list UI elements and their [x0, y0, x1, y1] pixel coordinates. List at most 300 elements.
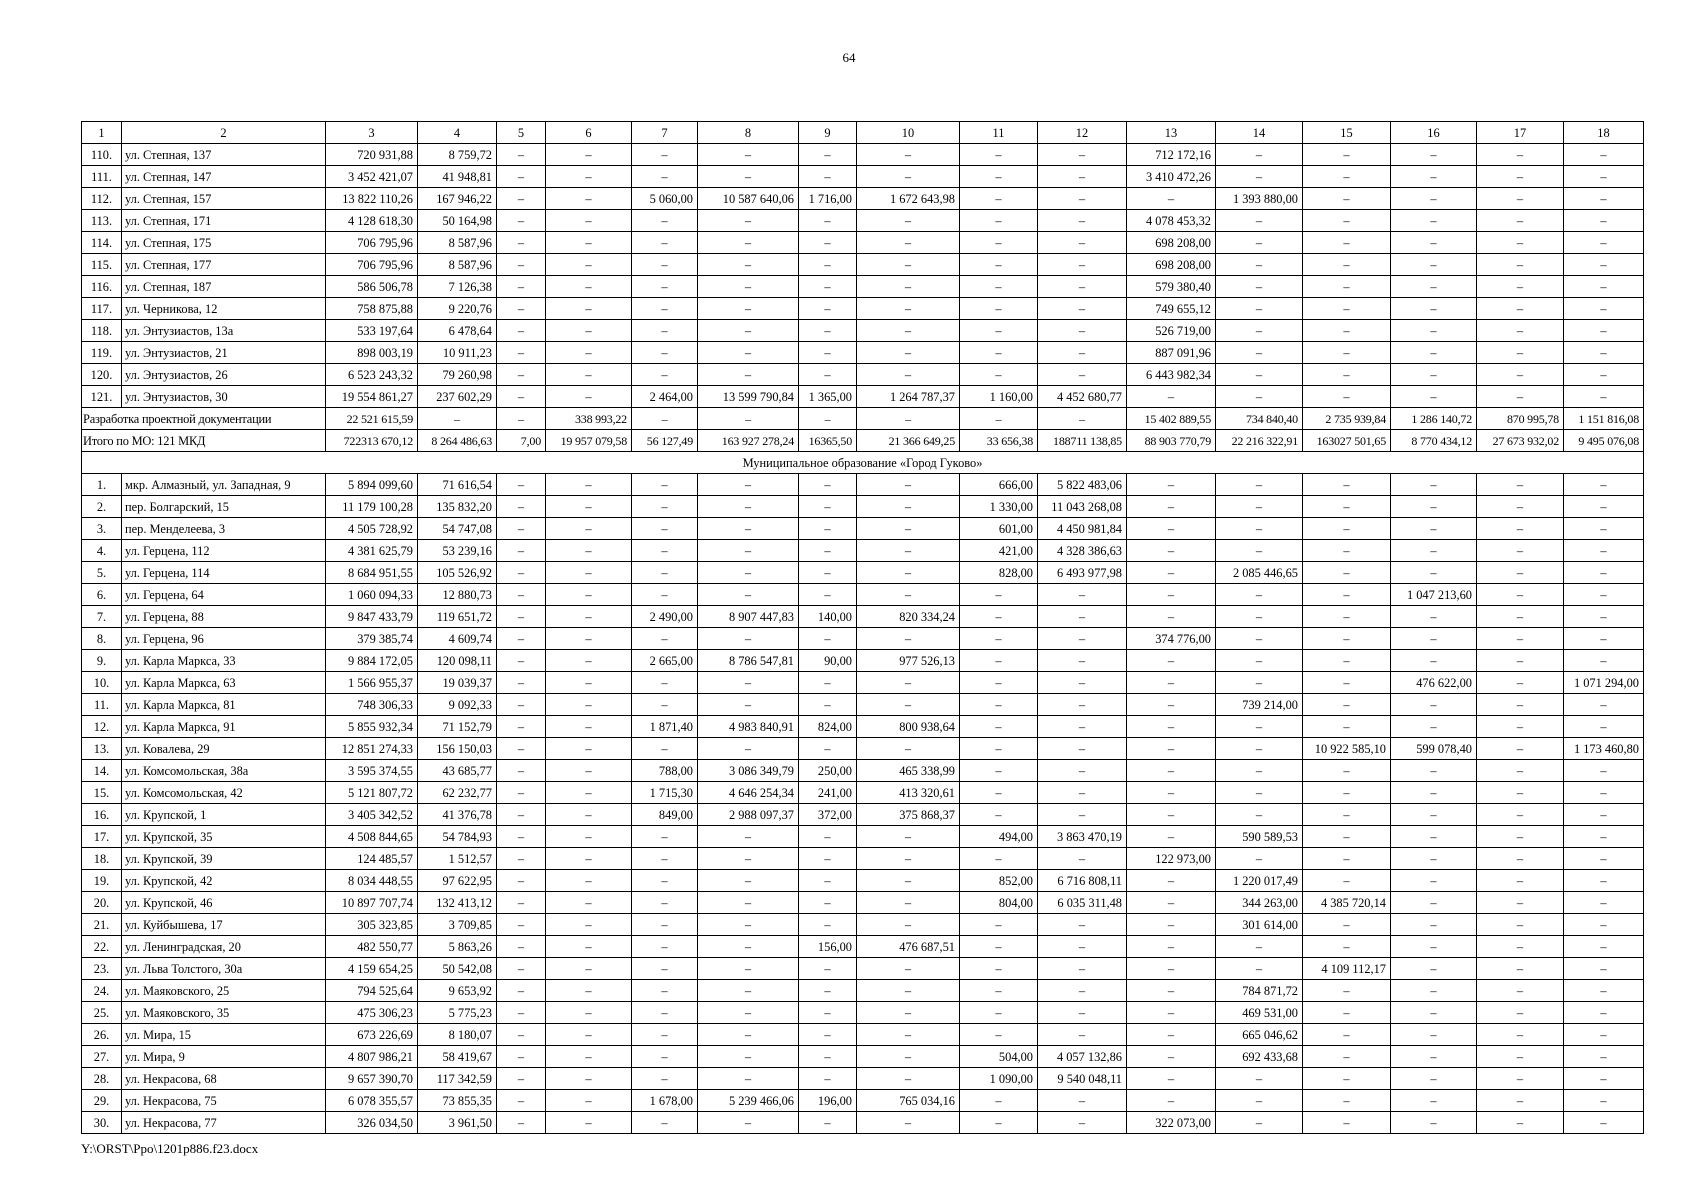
value-cell: –: [857, 826, 960, 848]
summary-value: 734 840,40: [1216, 408, 1303, 430]
value-cell: –: [497, 496, 546, 518]
value-cell: 887 091,96: [1127, 342, 1216, 364]
value-cell: –: [546, 694, 632, 716]
footer-file-path: Y:\ORST\Ppo\1201p886.f23.docx: [81, 1141, 259, 1156]
value-cell: –: [1216, 804, 1303, 826]
value-cell: –: [632, 892, 698, 914]
value-cell: 6 523 243,32: [326, 364, 418, 386]
summary-value: –: [799, 408, 857, 430]
value-cell: –: [546, 804, 632, 826]
value-cell: 19 554 861,27: [326, 386, 418, 408]
value-cell: –: [960, 232, 1038, 254]
value-cell: 413 320,61: [857, 782, 960, 804]
value-cell: 3 086 349,79: [698, 760, 799, 782]
value-cell: –: [1391, 496, 1477, 518]
value-cell: –: [1216, 760, 1303, 782]
value-cell: –: [960, 606, 1038, 628]
value-cell: –: [1391, 276, 1477, 298]
table-row: [82, 166, 1644, 188]
value-cell: –: [1216, 650, 1303, 672]
address-cell: ул. Карла Маркса, 33: [122, 650, 326, 672]
value-cell: 828,00: [960, 562, 1038, 584]
value-cell: –: [1216, 782, 1303, 804]
value-cell: –: [698, 210, 799, 232]
value-cell: 526 719,00: [1127, 320, 1216, 342]
value-cell: –: [632, 540, 698, 562]
value-cell: 4 381 625,79: [326, 540, 418, 562]
value-cell: –: [698, 540, 799, 562]
value-cell: –: [497, 276, 546, 298]
value-cell: 1 264 787,37: [857, 386, 960, 408]
value-cell: –: [1303, 782, 1391, 804]
value-cell: 579 380,40: [1127, 276, 1216, 298]
value-cell: –: [960, 738, 1038, 760]
value-cell: 800 938,64: [857, 716, 960, 738]
value-cell: –: [1303, 628, 1391, 650]
address-cell: ул. Некрасова, 75: [122, 1090, 326, 1112]
value-cell: –: [1564, 650, 1644, 672]
table-row: [82, 914, 1644, 936]
value-cell: –: [1038, 1112, 1127, 1134]
value-cell: –: [698, 474, 799, 496]
row-number: 120.: [82, 364, 122, 386]
value-cell: –: [1477, 760, 1564, 782]
value-cell: 3 863 470,19: [1038, 826, 1127, 848]
value-cell: 375 868,37: [857, 804, 960, 826]
table-row: [82, 738, 1644, 760]
value-cell: –: [857, 166, 960, 188]
value-cell: –: [1391, 144, 1477, 166]
column-header: 15: [1303, 122, 1391, 144]
value-cell: –: [1477, 848, 1564, 870]
value-cell: 50 164,98: [418, 210, 497, 232]
value-cell: –: [799, 144, 857, 166]
value-cell: –: [546, 232, 632, 254]
value-cell: –: [546, 342, 632, 364]
value-cell: –: [1303, 166, 1391, 188]
address-cell: ул. Мира, 9: [122, 1046, 326, 1068]
table-row: [82, 1112, 1644, 1134]
value-cell: 140,00: [799, 606, 857, 628]
value-cell: –: [960, 364, 1038, 386]
value-cell: –: [1038, 1024, 1127, 1046]
value-cell: 53 239,16: [418, 540, 497, 562]
value-cell: –: [1564, 870, 1644, 892]
value-cell: –: [546, 914, 632, 936]
value-cell: –: [960, 716, 1038, 738]
value-cell: –: [799, 958, 857, 980]
value-cell: –: [1216, 254, 1303, 276]
value-cell: –: [1391, 210, 1477, 232]
value-cell: –: [1127, 936, 1216, 958]
value-cell: –: [1127, 760, 1216, 782]
value-cell: –: [1303, 650, 1391, 672]
table-row: [82, 958, 1644, 980]
value-cell: –: [1564, 1068, 1644, 1090]
value-cell: –: [546, 1002, 632, 1024]
value-cell: –: [1477, 606, 1564, 628]
value-cell: –: [1564, 716, 1644, 738]
row-number: 2.: [82, 496, 122, 518]
value-cell: 712 172,16: [1127, 144, 1216, 166]
value-cell: –: [960, 188, 1038, 210]
value-cell: 13 599 790,84: [698, 386, 799, 408]
value-cell: –: [1564, 980, 1644, 1002]
value-cell: –: [497, 342, 546, 364]
value-cell: 11 043 268,08: [1038, 496, 1127, 518]
value-cell: 4 807 986,21: [326, 1046, 418, 1068]
value-cell: 749 655,12: [1127, 298, 1216, 320]
table-row: [82, 628, 1644, 650]
value-cell: –: [1127, 782, 1216, 804]
value-cell: –: [1216, 320, 1303, 342]
row-number: 27.: [82, 1046, 122, 1068]
column-header: 16: [1391, 122, 1477, 144]
value-cell: –: [857, 342, 960, 364]
value-cell: –: [1127, 1024, 1216, 1046]
value-cell: –: [1216, 628, 1303, 650]
table-row: [82, 716, 1644, 738]
value-cell: –: [1564, 958, 1644, 980]
value-cell: 4 385 720,14: [1303, 892, 1391, 914]
value-cell: –: [1127, 562, 1216, 584]
value-cell: –: [857, 892, 960, 914]
value-cell: –: [1391, 804, 1477, 826]
value-cell: –: [497, 386, 546, 408]
value-cell: –: [1391, 254, 1477, 276]
value-cell: –: [799, 496, 857, 518]
value-cell: 586 506,78: [326, 276, 418, 298]
summary-value: 88 903 770,79: [1127, 430, 1216, 452]
value-cell: –: [632, 298, 698, 320]
value-cell: 1 716,00: [799, 188, 857, 210]
value-cell: –: [546, 826, 632, 848]
value-cell: –: [632, 1024, 698, 1046]
value-cell: –: [1477, 364, 1564, 386]
summary-value: –: [497, 408, 546, 430]
value-cell: –: [799, 276, 857, 298]
value-cell: –: [1038, 276, 1127, 298]
value-cell: –: [698, 496, 799, 518]
row-number: 3.: [82, 518, 122, 540]
summary-value: 33 656,38: [960, 430, 1038, 452]
value-cell: 372,00: [799, 804, 857, 826]
value-cell: –: [1038, 782, 1127, 804]
value-cell: –: [546, 276, 632, 298]
row-number: 22.: [82, 936, 122, 958]
value-cell: 71 616,54: [418, 474, 497, 496]
table-row: [82, 804, 1644, 826]
value-cell: –: [799, 870, 857, 892]
address-cell: ул. Маяковского, 35: [122, 1002, 326, 1024]
value-cell: –: [1477, 870, 1564, 892]
value-cell: –: [857, 672, 960, 694]
value-cell: –: [1477, 936, 1564, 958]
value-cell: 374 776,00: [1127, 628, 1216, 650]
value-cell: –: [1477, 1046, 1564, 1068]
address-cell: мкр. Алмазный, ул. Западная, 9: [122, 474, 326, 496]
value-cell: –: [1477, 672, 1564, 694]
row-number: 119.: [82, 342, 122, 364]
value-cell: –: [1564, 386, 1644, 408]
column-header: 11: [960, 122, 1038, 144]
value-cell: 3 410 472,26: [1127, 166, 1216, 188]
value-cell: 3 709,85: [418, 914, 497, 936]
column-header: 12: [1038, 122, 1127, 144]
value-cell: –: [857, 1112, 960, 1134]
value-cell: –: [1391, 232, 1477, 254]
value-cell: –: [1303, 188, 1391, 210]
value-cell: –: [1216, 232, 1303, 254]
value-cell: –: [698, 320, 799, 342]
value-cell: –: [546, 1112, 632, 1134]
table-row: [82, 694, 1644, 716]
address-cell: ул. Крупской, 46: [122, 892, 326, 914]
value-cell: 4 646 254,34: [698, 782, 799, 804]
value-cell: –: [632, 1046, 698, 1068]
value-cell: 494,00: [960, 826, 1038, 848]
value-cell: –: [1303, 276, 1391, 298]
value-cell: –: [546, 320, 632, 342]
value-cell: 1 512,57: [418, 848, 497, 870]
value-cell: –: [799, 892, 857, 914]
value-cell: –: [698, 254, 799, 276]
address-cell: ул. Крупской, 35: [122, 826, 326, 848]
value-cell: 105 526,92: [418, 562, 497, 584]
value-cell: 1 160,00: [960, 386, 1038, 408]
value-cell: 71 152,79: [418, 716, 497, 738]
value-cell: –: [497, 606, 546, 628]
value-cell: 666,00: [960, 474, 1038, 496]
value-cell: –: [857, 584, 960, 606]
value-cell: 9 884 172,05: [326, 650, 418, 672]
value-cell: –: [1127, 804, 1216, 826]
value-cell: –: [857, 694, 960, 716]
table-row: [82, 540, 1644, 562]
value-cell: –: [1303, 804, 1391, 826]
value-cell: –: [1564, 804, 1644, 826]
column-header: 4: [418, 122, 497, 144]
value-cell: 5 239 466,06: [698, 1090, 799, 1112]
value-cell: –: [857, 562, 960, 584]
value-cell: 301 614,00: [1216, 914, 1303, 936]
value-cell: –: [1038, 606, 1127, 628]
value-cell: –: [546, 1024, 632, 1046]
value-cell: –: [698, 1046, 799, 1068]
value-cell: –: [1303, 1046, 1391, 1068]
row-number: 7.: [82, 606, 122, 628]
value-cell: 4 452 680,77: [1038, 386, 1127, 408]
value-cell: 692 433,68: [1216, 1046, 1303, 1068]
address-cell: ул. Степная, 147: [122, 166, 326, 188]
value-cell: –: [497, 144, 546, 166]
value-cell: –: [1127, 826, 1216, 848]
address-cell: ул. Герцена, 114: [122, 562, 326, 584]
value-cell: –: [1303, 936, 1391, 958]
value-cell: –: [857, 232, 960, 254]
address-cell: ул. Герцена, 112: [122, 540, 326, 562]
value-cell: –: [698, 848, 799, 870]
value-cell: –: [632, 584, 698, 606]
value-cell: –: [1391, 518, 1477, 540]
value-cell: –: [1038, 144, 1127, 166]
summary-value: 22 521 615,59: [326, 408, 418, 430]
summary-label: Итого по МО: 121 МКД: [82, 430, 326, 452]
value-cell: –: [1303, 1024, 1391, 1046]
value-cell: –: [632, 738, 698, 760]
value-cell: 3 961,50: [418, 1112, 497, 1134]
value-cell: 305 323,85: [326, 914, 418, 936]
summary-value: –: [632, 408, 698, 430]
value-cell: –: [1216, 584, 1303, 606]
value-cell: –: [960, 1090, 1038, 1112]
row-number: 6.: [82, 584, 122, 606]
column-header: 17: [1477, 122, 1564, 144]
table-row: [82, 276, 1644, 298]
value-cell: –: [1564, 1046, 1644, 1068]
row-number: 111.: [82, 166, 122, 188]
value-cell: –: [1477, 254, 1564, 276]
value-cell: 533 197,64: [326, 320, 418, 342]
value-cell: –: [698, 980, 799, 1002]
value-cell: –: [546, 628, 632, 650]
address-cell: ул. Степная, 175: [122, 232, 326, 254]
value-cell: –: [1303, 1112, 1391, 1134]
summary-value: 15 402 889,55: [1127, 408, 1216, 430]
value-cell: 241,00: [799, 782, 857, 804]
table-row: [82, 1002, 1644, 1024]
value-cell: 10 897 707,74: [326, 892, 418, 914]
column-header: 7: [632, 122, 698, 144]
summary-value: –: [1038, 408, 1127, 430]
value-cell: –: [1391, 1112, 1477, 1134]
value-cell: 469 531,00: [1216, 1002, 1303, 1024]
value-cell: –: [1564, 144, 1644, 166]
value-cell: –: [497, 804, 546, 826]
value-cell: –: [1303, 386, 1391, 408]
value-cell: –: [1303, 870, 1391, 892]
value-cell: –: [1127, 1046, 1216, 1068]
value-cell: 167 946,22: [418, 188, 497, 210]
value-cell: –: [1216, 210, 1303, 232]
table-row: [82, 1046, 1644, 1068]
value-cell: 8 587,96: [418, 254, 497, 276]
value-cell: –: [1564, 584, 1644, 606]
value-cell: –: [1477, 804, 1564, 826]
value-cell: –: [1391, 540, 1477, 562]
value-cell: 4 057 132,86: [1038, 1046, 1127, 1068]
value-cell: –: [1391, 892, 1477, 914]
value-cell: –: [1564, 1002, 1644, 1024]
value-cell: –: [960, 782, 1038, 804]
address-cell: ул. Ленинградская, 20: [122, 936, 326, 958]
value-cell: –: [799, 1112, 857, 1134]
value-cell: –: [1303, 518, 1391, 540]
value-cell: –: [546, 584, 632, 606]
value-cell: –: [1391, 694, 1477, 716]
value-cell: –: [799, 254, 857, 276]
value-cell: –: [960, 298, 1038, 320]
value-cell: –: [1477, 562, 1564, 584]
value-cell: 62 232,77: [418, 782, 497, 804]
summary-row: [82, 408, 1644, 430]
value-cell: –: [1391, 474, 1477, 496]
value-cell: 12 851 274,33: [326, 738, 418, 760]
value-cell: –: [1038, 364, 1127, 386]
value-cell: –: [1391, 1046, 1477, 1068]
value-cell: –: [1038, 1002, 1127, 1024]
value-cell: –: [497, 320, 546, 342]
value-cell: –: [960, 320, 1038, 342]
value-cell: 90,00: [799, 650, 857, 672]
value-cell: –: [546, 782, 632, 804]
value-cell: –: [497, 760, 546, 782]
value-cell: –: [1391, 760, 1477, 782]
value-cell: –: [857, 298, 960, 320]
value-cell: –: [1477, 496, 1564, 518]
value-cell: –: [1391, 188, 1477, 210]
value-cell: 824,00: [799, 716, 857, 738]
value-cell: –: [1564, 298, 1644, 320]
value-cell: 13 822 110,26: [326, 188, 418, 210]
value-cell: –: [1038, 914, 1127, 936]
value-cell: –: [1391, 386, 1477, 408]
value-cell: 117 342,59: [418, 1068, 497, 1090]
value-cell: –: [1564, 496, 1644, 518]
value-cell: –: [546, 518, 632, 540]
value-cell: 698 208,00: [1127, 254, 1216, 276]
value-cell: –: [1391, 716, 1477, 738]
value-cell: –: [1127, 980, 1216, 1002]
value-cell: 794 525,64: [326, 980, 418, 1002]
summary-value: 722313 670,12: [326, 430, 418, 452]
value-cell: –: [857, 254, 960, 276]
summary-value: 338 993,22: [546, 408, 632, 430]
value-cell: –: [632, 1112, 698, 1134]
value-cell: –: [632, 1068, 698, 1090]
value-cell: 120 098,11: [418, 650, 497, 672]
value-cell: 784 871,72: [1216, 980, 1303, 1002]
value-cell: –: [1038, 232, 1127, 254]
value-cell: –: [1216, 716, 1303, 738]
table-row: [82, 496, 1644, 518]
value-cell: –: [1216, 364, 1303, 386]
value-cell: –: [632, 232, 698, 254]
value-cell: 4 609,74: [418, 628, 497, 650]
value-cell: –: [1038, 980, 1127, 1002]
value-cell: 5 855 932,34: [326, 716, 418, 738]
value-cell: –: [1564, 1112, 1644, 1134]
value-cell: –: [1564, 254, 1644, 276]
value-cell: –: [497, 298, 546, 320]
value-cell: 322 073,00: [1127, 1112, 1216, 1134]
value-cell: 4 109 112,17: [1303, 958, 1391, 980]
value-cell: 8 907 447,83: [698, 606, 799, 628]
table-row: [82, 870, 1644, 892]
address-cell: ул. Некрасова, 68: [122, 1068, 326, 1090]
value-cell: –: [1391, 936, 1477, 958]
table-row: [82, 584, 1644, 606]
value-cell: 421,00: [960, 540, 1038, 562]
table-row: [82, 298, 1644, 320]
value-cell: 1 220 017,49: [1216, 870, 1303, 892]
value-cell: –: [698, 826, 799, 848]
row-number: 112.: [82, 188, 122, 210]
value-cell: –: [1477, 210, 1564, 232]
value-cell: –: [497, 936, 546, 958]
value-cell: 6 716 808,11: [1038, 870, 1127, 892]
value-cell: –: [1216, 936, 1303, 958]
